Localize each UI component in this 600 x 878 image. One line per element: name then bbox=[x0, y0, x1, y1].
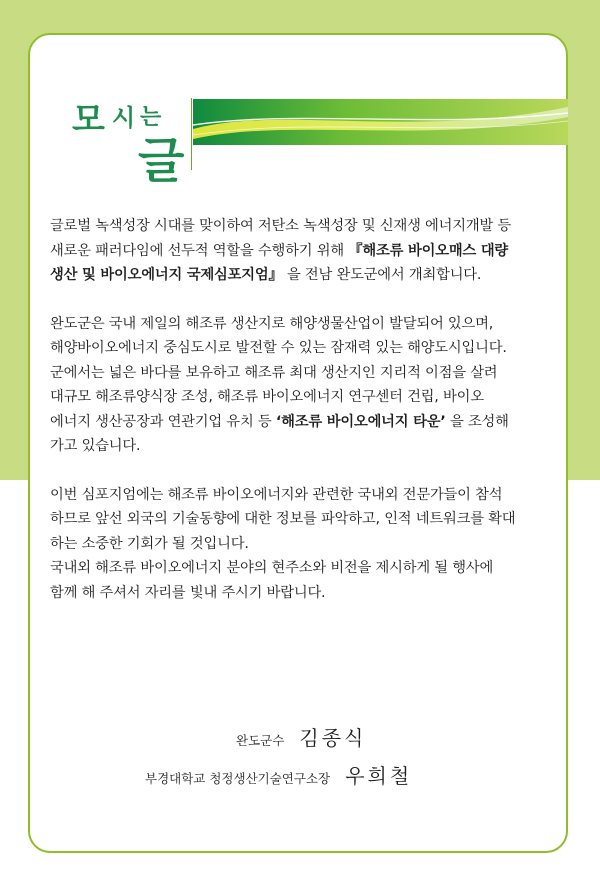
paragraph-line bbox=[50, 239, 560, 264]
signature-1-role: 완도군수 bbox=[236, 733, 285, 748]
signature-2 bbox=[145, 760, 412, 789]
paragraph-line bbox=[50, 361, 560, 386]
title-divider bbox=[191, 98, 192, 170]
paragraph-line bbox=[50, 532, 560, 557]
paragraph-line bbox=[50, 483, 560, 508]
text-segment: 새로운 패러다임에 선두적 역할을 수행하기 위해 bbox=[50, 242, 349, 259]
signature-1-name: 김종식 bbox=[299, 726, 367, 750]
title-part-1: 모 bbox=[72, 100, 105, 140]
text-segment: 글로벌 녹색성장 시대를 맞이하여 저탄소 녹색성장 및 신재생 에너지개발 등 bbox=[50, 218, 512, 234]
paragraph-line bbox=[50, 410, 560, 435]
signature-2-name: 우희철 bbox=[345, 764, 413, 788]
paragraph-line bbox=[50, 312, 560, 337]
header-swoosh-graphic bbox=[193, 95, 568, 170]
letter-body bbox=[50, 214, 560, 605]
paragraph bbox=[50, 214, 560, 288]
text-segment: 군에서는 넓은 바다를 보유하고 해조류 최대 생산지인 지리적 이점을 살려 bbox=[50, 364, 498, 381]
emphasis-text: ‘해조류 바이오에너지 타운’ bbox=[275, 413, 446, 430]
paragraph-line bbox=[50, 263, 560, 288]
title-part-2: 시 bbox=[112, 104, 136, 132]
emphasis-text: 생산 및 바이오에너지 국제심포지엄』 bbox=[50, 267, 283, 283]
text-segment: 을 전남 완도군에서 개최합니다. bbox=[282, 267, 482, 283]
text-segment: 함께 해 주셔서 자리를 빛내 주시기 바랍니다. bbox=[50, 584, 326, 601]
text-segment: 국내외 해조류 바이오에너지 분야의 현주소와 비전을 제시하게 될 행사에 bbox=[50, 560, 494, 576]
text-segment: 완도군은 국내 제일의 해조류 생산지로 해양생물산업이 발달되어 있으며, bbox=[50, 315, 494, 332]
paragraph-line bbox=[50, 556, 560, 581]
paragraph bbox=[50, 312, 560, 459]
text-segment: 하는 소중한 기회가 될 것입니다. bbox=[50, 535, 249, 552]
paragraph bbox=[50, 483, 560, 606]
text-segment: 이번 심포지엄에는 해조류 바이오에너지와 관련한 국내외 전문가들이 참석 bbox=[50, 486, 503, 503]
title-part-4: 글 bbox=[138, 133, 185, 189]
text-segment: 을 조성해 bbox=[445, 413, 509, 430]
text-segment: 해양바이오에너지 중심도시로 발전할 수 있는 잠재력 있는 해양도시입니다. bbox=[50, 340, 507, 356]
text-segment: 에너지 생산공장과 연관기업 유치 등 bbox=[50, 413, 276, 430]
text-segment: 가고 있습니다. bbox=[50, 438, 141, 454]
paragraph-line bbox=[50, 336, 560, 361]
text-segment: 대규모 해조류양식장 조성, 해조류 바이오에너지 연구센터 건립, 바이오 bbox=[50, 389, 484, 405]
paragraph-line bbox=[50, 434, 560, 459]
signature-2-role: 부경대학교 청정생산기술연구소장 bbox=[145, 771, 331, 786]
emphasis-text: 『해조류 바이오매스 대량 bbox=[348, 242, 509, 259]
signature-1 bbox=[236, 722, 366, 751]
paragraph-line bbox=[50, 581, 560, 606]
title-part-3: 는 bbox=[140, 105, 162, 130]
text-segment: 하므로 앞선 외국의 기술동향에 대한 정보를 파악하고, 인적 네트워크를 확대 bbox=[50, 511, 516, 527]
paragraph-line bbox=[50, 507, 560, 532]
paragraph-line bbox=[50, 385, 560, 410]
paragraph-line bbox=[50, 214, 560, 239]
